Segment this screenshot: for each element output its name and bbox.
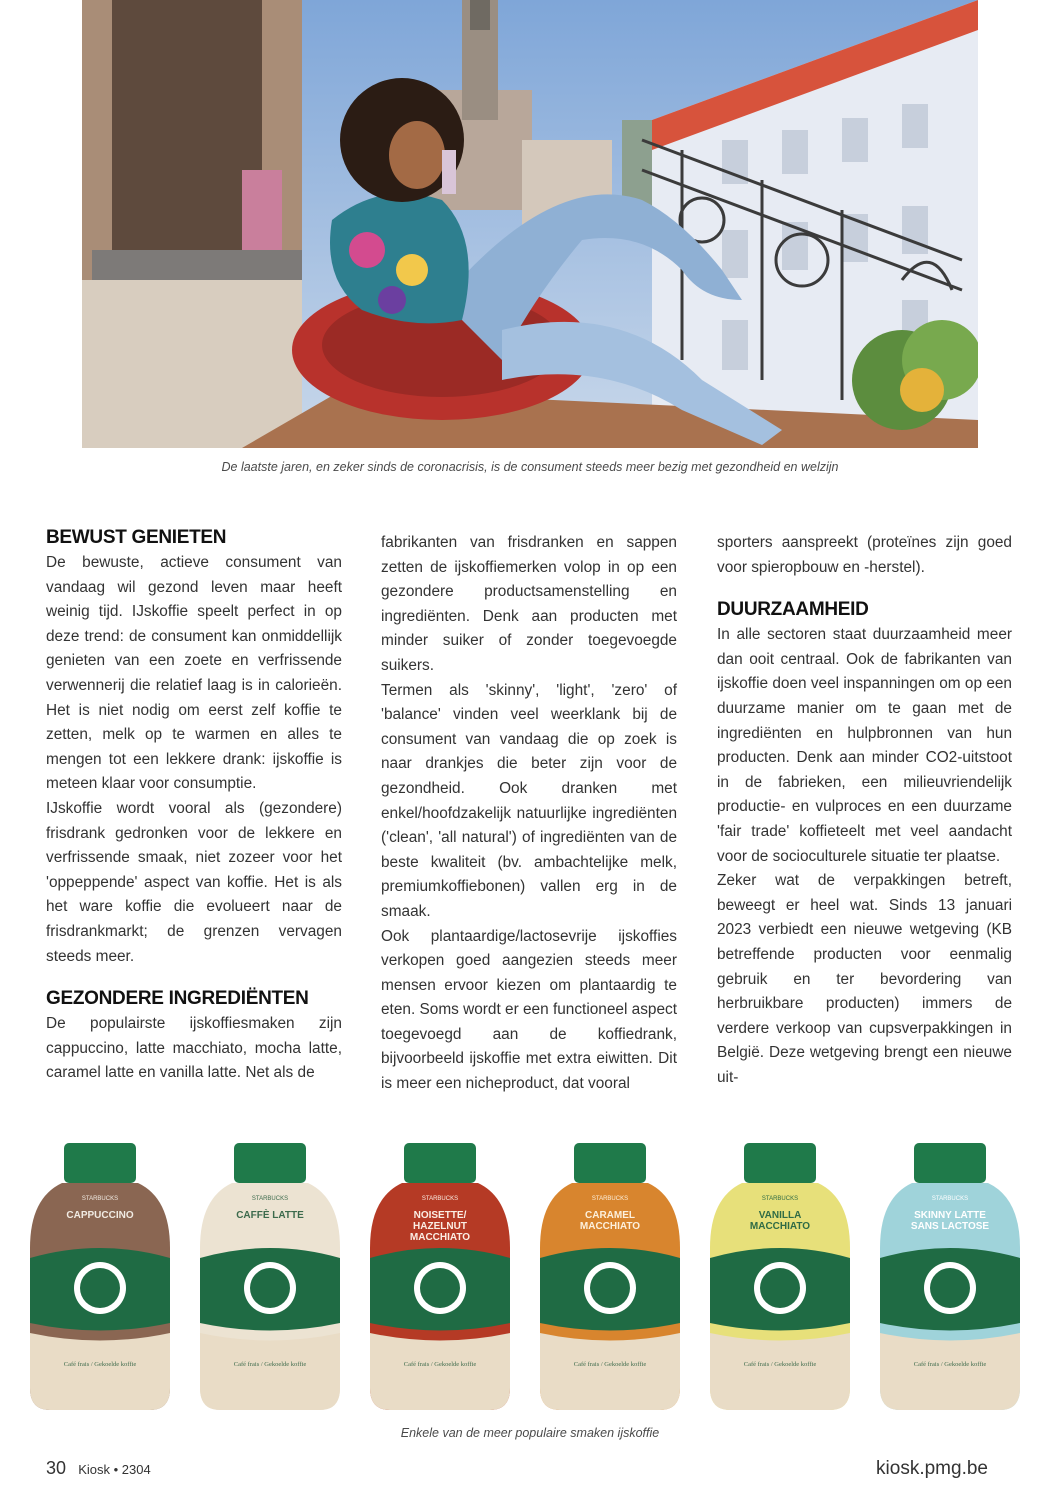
bottle-sub-label: Café frais / Gekoelde koffie (913, 1361, 987, 1368)
bottle-bottom (200, 1333, 340, 1410)
bottle-flavor-label: VANILLA (758, 1210, 802, 1221)
heading-bewust-genieten: BEWUST GENIETEN (46, 527, 227, 548)
bottle-flavor-label: MACCHIATO (409, 1232, 471, 1243)
hero-illustration (82, 0, 978, 448)
paragraph: sporters aanspreekt (proteïnes zijn goed voor spieropbouw en -herstel). (717, 534, 1012, 576)
paragraph: De bewuste, actieve consument van vandaag wil gezond leven maar heeft weinig tijd. IJskoffie speelt perfect in op deze trend: de consument kan onmiddellijk genieten van een zoete en verfrissende verwennerij die relatief laag is in calorieën. Het is niet nodig om eerst zelf koffie te zetten, melk op te warmen en alles te mengen tot een lekkere drank: ijskoffie is meteen klaar voor consumptie. (46, 554, 342, 793)
siren-logo-inner (250, 1268, 290, 1308)
paragraph: Zeker wat de verpakkingen betreft, beweegt er heel wat. Sinds 13 januari 2023 verbiedt een nieuwe wetgeving (KB betreffende producten voor eenmalig gebruik en ter bevordering van herbruikbare producten) immers de verdere verkoop van cupsverpakkingen in België. Deze wetgeving brengt een nieuwe uit- (717, 872, 1012, 1086)
hero-caption: De laatste jaren, en zeker sinds de coronacrisis, is de consument steeds meer bezig met gezondheid en welzijn (221, 460, 839, 474)
heading-duurzaamheid: DUURZAAMHEID (717, 599, 869, 621)
bottle-cap (914, 1143, 986, 1183)
siren-logo-inner (420, 1268, 460, 1308)
bottle-sub-label: Café frais / Gekoelde koffie (233, 1361, 307, 1368)
bottle-cap (404, 1143, 476, 1183)
bottle-flavor-label: CAPPUCCINO (66, 1210, 134, 1221)
bottle-bottom (370, 1333, 510, 1410)
bottle-cap (64, 1143, 136, 1183)
heading-gezondere-ingredienten: GEZONDERE INGREDIËNTEN (46, 988, 309, 1010)
bottle (540, 1143, 680, 1410)
bottle-flavor-label: CARAMEL (585, 1210, 635, 1221)
footer-left (46, 1458, 151, 1479)
bottle-brand: STARBUCKS (591, 1196, 629, 1202)
bottles-illustration (30, 1138, 1030, 1418)
bottle-flavor-label: MACCHIATO (749, 1221, 811, 1232)
bottle-flavor-label: HAZELNUT (413, 1221, 467, 1232)
bottle-bottom (30, 1333, 170, 1410)
siren-logo-inner (760, 1268, 800, 1308)
bottle-bottom (880, 1333, 1020, 1410)
hero-photo (82, 0, 978, 448)
bottle (30, 1143, 170, 1410)
bottle-flavor-label: SANS LACTOSE (910, 1221, 990, 1232)
paragraph: IJskoffie wordt vooral als (gezondere) frisdrank gedronken voor de lekkere en verfrissende smaak, niet zozeer voor het 'oppeppende' aspect van koffie. Het is als het ware koffie die evolueert naar de frisdrankmarkt; de grenzen vervagen steeds meer. (46, 799, 342, 965)
bottle (200, 1143, 340, 1410)
bottle-sub-label: Café frais / Gekoelde koffie (743, 1361, 817, 1368)
bottle (880, 1143, 1020, 1410)
bottle-bottom (540, 1333, 680, 1410)
article-column-3 (717, 531, 1012, 1090)
bottle-flavor-label: SKINNY LATTE (914, 1210, 986, 1221)
bottle-cap (574, 1143, 646, 1183)
bottle-flavor-label: MACCHIATO (579, 1221, 641, 1232)
article-column-2 (381, 531, 677, 1097)
magazine-issue: Kiosk • 2304 (78, 1462, 151, 1477)
page-number: 30 (46, 1458, 67, 1478)
bottle-cap (234, 1143, 306, 1183)
bottle (710, 1143, 850, 1410)
paragraph: In alle sectoren staat duurzaamheid meer dan ooit centraal. Ook de fabrikanten van ijskoffie doen veel inspanningen om op een duurzame manier om te gaan met de ingrediënten en hulpbronnen van hun producten. Denk aan minder CO2-uitstoot in de fabrieken, een milieuvriendelijk productie- en vulproces en een duurzame 'fair trade' koffieteelt met veel aandacht voor de socioculturele situatie ter plaatse. (717, 626, 1012, 865)
siren-logo-inner (930, 1268, 970, 1308)
bottle-brand: STARBUCKS (761, 1196, 799, 1202)
bottle-cap (744, 1143, 816, 1183)
product-bottles (30, 1138, 1030, 1418)
bottle-brand: STARBUCKS (931, 1196, 969, 1202)
bottle-sub-label: Café frais / Gekoelde koffie (63, 1361, 137, 1368)
bottle-brand: STARBUCKS (251, 1196, 289, 1202)
bottle-flavor-label: NOISETTE/ (413, 1210, 467, 1221)
bottle-sub-label: Café frais / Gekoelde koffie (573, 1361, 647, 1368)
siren-logo-inner (590, 1268, 630, 1308)
bottle-flavor-label: CAFFÈ LATTE (236, 1210, 304, 1221)
paragraph: De populairste ijskoffiesmaken zijn cappuccino, latte macchiato, mocha latte, caramel latte en vanilla latte. Net als de (46, 1015, 342, 1082)
bottle-sub-label: Café frais / Gekoelde koffie (403, 1361, 477, 1368)
bottle-brand: STARBUCKS (81, 1196, 119, 1202)
bottles-caption: Enkele van de meer populaire smaken ijskoffie (400, 1426, 660, 1440)
siren-logo-inner (80, 1268, 120, 1308)
article-column-1 (46, 526, 342, 1086)
paragraph: Ook plantaardige/lactosevrije ijskoffies verkopen goed aangezien steeds meer mensen ervoor kiezen om plantaardig te eten. Soms wordt er een functioneel aspect toegevoegd aan de koffiedrank, bijvoorbeeld ijskoffie met extra eiwitten. Dit is meer een nicheproduct, dat vooral (381, 927, 678, 1093)
paragraph: fabrikanten van frisdranken en sappen zetten de ijskoffiemerken volop in op een gezondere productsamenstelling en ingrediënten. Denk aan producten met minder suiker of zonder toegevoegde suikers. (381, 534, 677, 674)
bottle (370, 1143, 510, 1410)
footer-url[interactable]: kiosk.pmg.be (876, 1458, 988, 1479)
bottle-bottom (710, 1333, 850, 1410)
paragraph: Termen als 'skinny', 'light', 'zero' of 'balance' vinden veel weerklank bij de consument van vandaag die op zoek is naar drankjes die beter zijn voor de gezondheid. Ook dranken met enkel/hoofdzakelijk natuurlijke ingrediënten ('clean', 'all natural') of ingrediënten van de beste kwaliteit (bv. ambachtelijke melk, premiumkoffiebonen) vallen erg in de smaak. (381, 681, 677, 920)
bottle-brand: STARBUCKS (421, 1196, 459, 1202)
